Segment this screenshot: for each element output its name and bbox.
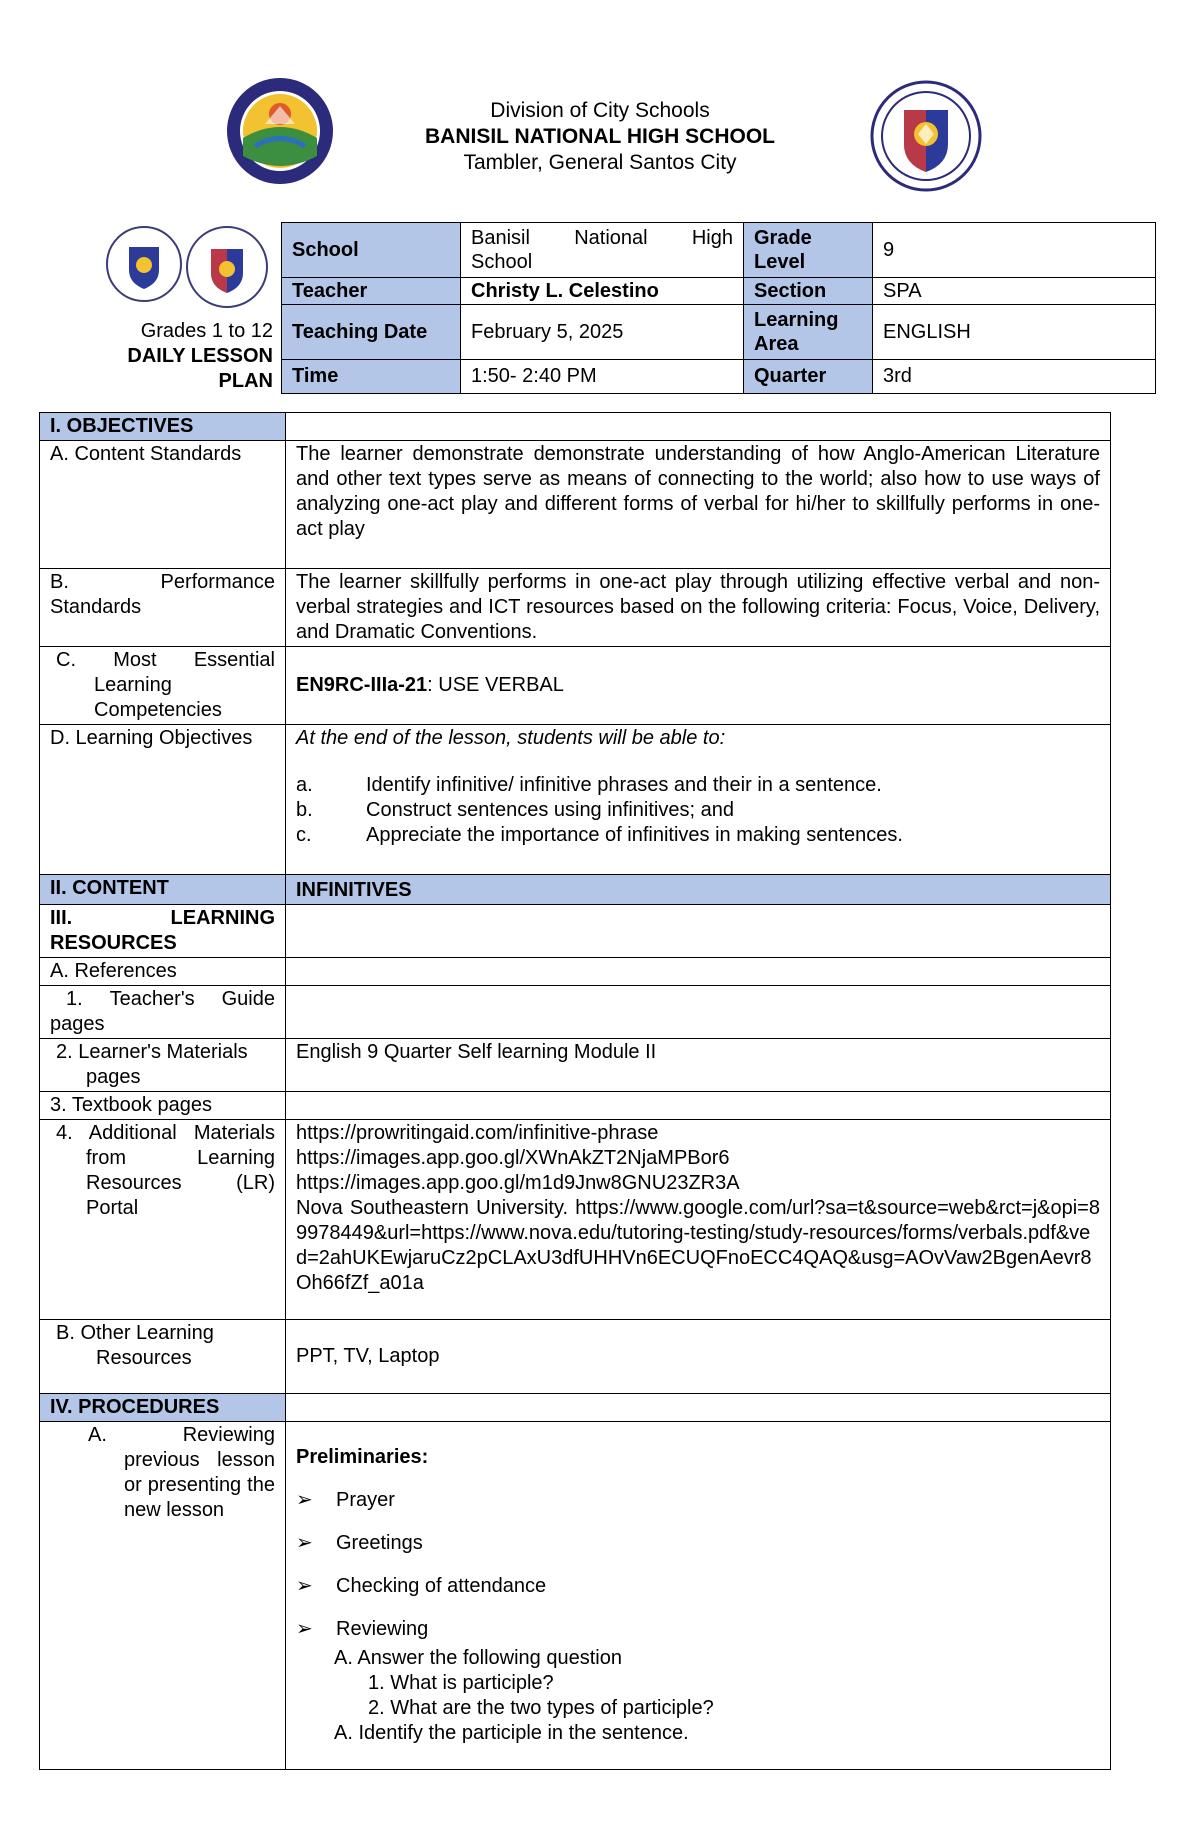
learning-objectives-intro: At the end of the lesson, students will be able to: (296, 727, 726, 749)
learning-area-value: ENGLISH (873, 304, 1156, 359)
melc-label: C. Most Essential Learning Competencies (40, 647, 286, 725)
review-question: 1. What is participle? (368, 1672, 554, 1694)
quarter-value: 3rd (873, 359, 1156, 393)
division-text: Division of City Schools (490, 99, 710, 122)
review-row (40, 1422, 1111, 1770)
review-question: 2. What are the two types of participle? (368, 1697, 714, 1719)
learning-area-label: Learning Area (744, 304, 873, 359)
small-logos (91, 223, 273, 309)
school-address: Tambler, General Santos City (463, 151, 737, 174)
review-cell (286, 1422, 1111, 1770)
deped-seal-icon (870, 80, 982, 192)
other-resources-label: B. Other Learning Resources (40, 1320, 286, 1394)
review-subitem: A. Identify the participle in the sentence. (334, 1722, 689, 1744)
preliminaries-list (296, 1488, 1100, 1642)
content-standards-row (40, 441, 1111, 569)
learning-objectives-list (296, 773, 1100, 848)
arrow-bullet-icon: ➢ (296, 1575, 313, 1597)
arrow-bullet-icon: ➢ (296, 1532, 313, 1554)
performance-standards-row (40, 569, 1111, 647)
content-standards-label: A. Content Standards (40, 441, 286, 569)
procedures-heading: IV. PROCEDURES (40, 1394, 286, 1422)
review-label: A. Reviewing previous lesson or presenting the new lesson (40, 1422, 286, 1770)
learning-resources-heading: III. LEARNING RESOURCES (40, 905, 286, 958)
preliminaries-heading: Preliminaries: (296, 1446, 429, 1468)
objectives-header-row (40, 413, 1111, 441)
learning-objectives-cell (286, 725, 1111, 875)
melc-text: EN9RC-IIIa-21: USE VERBAL (286, 647, 1111, 725)
dlp-title-line1: DAILY LESSON (127, 344, 273, 367)
link-text[interactable]: https://images.app.goo.gl/XWnAkZT2NjaMPBor6 (296, 1147, 730, 1169)
learning-resources-row (40, 905, 1111, 958)
school-seal-icon (225, 76, 335, 186)
list-item: ➢ Checking of attendance (296, 1575, 547, 1597)
lesson-plan-table (39, 412, 1111, 1770)
textbook-label: 3. Textbook pages (40, 1092, 286, 1120)
teaching-date-value: February 5, 2025 (461, 304, 744, 359)
learning-objectives-row (40, 725, 1111, 875)
deped-small-seal-icon (105, 225, 183, 303)
additional-materials-label: 4. Additional Materials from Learning Resources (LR) Portal (40, 1120, 286, 1320)
document-header (0, 70, 1200, 200)
list-item: b. Construct sentences using infinitives; and (296, 799, 734, 821)
school-label: School (282, 223, 461, 278)
info-logo-cell (83, 223, 282, 394)
school-small-seal-icon (185, 225, 269, 309)
time-label: Time (282, 359, 461, 393)
learners-materials-value: English 9 Quarter Self learning Module II (286, 1039, 1111, 1092)
quarter-label: Quarter (744, 359, 873, 393)
references-label: A. References (40, 958, 286, 986)
section-label: Section (744, 278, 873, 305)
content-value: INFINITIVES (286, 875, 1111, 905)
review-subitem: A. Answer the following question (334, 1647, 622, 1669)
learners-materials-label: 2. Learner's Materials pages (40, 1039, 286, 1092)
content-heading: II. CONTENT (40, 875, 286, 905)
dlp-title-line2: PLAN (218, 369, 273, 392)
link-text[interactable]: https://images.app.goo.gl/m1d9Jnw8GNU23ZR3A (296, 1172, 740, 1194)
objectives-heading: I. OBJECTIVES (40, 413, 286, 441)
grade-level-value: 9 (873, 223, 1156, 278)
arrow-bullet-icon: ➢ (296, 1489, 313, 1511)
list-item: ➢ Reviewing (296, 1618, 429, 1640)
link-text[interactable]: https://prowritingaid.com/infinitive-phrase (296, 1122, 659, 1144)
teacher-value: Christy L. Celestino (461, 278, 744, 305)
section-value: SPA (873, 278, 1156, 305)
performance-standards-text: The learner skillfully performs in one-act play through utilizing effective verbal and non-verbal strategies and ICT resources based on the following criteria: Focus, Voice, Delivery, and Dramatic Conventions. (286, 569, 1111, 647)
school-name: BANISIL NATIONAL HIGH SCHOOL (424, 125, 775, 148)
melc-row (40, 647, 1111, 725)
teachers-guide-row (40, 986, 1111, 1039)
additional-materials-links (286, 1120, 1111, 1320)
references-row (40, 958, 1111, 986)
content-standards-text: The learner demonstrate demonstrate understanding of how Anglo-American Literature and other text types serve as means of connecting to the world; also how to use ways of analyzing one-act play and different forms of verbal for hi/her to skillfully performs in one-act play (286, 441, 1111, 569)
school-heading (370, 98, 830, 176)
content-row (40, 875, 1111, 905)
textbook-row (40, 1092, 1111, 1120)
other-resources-value: PPT, TV, Laptop (286, 1320, 1111, 1394)
grade-level-label: Grade Level (744, 223, 873, 278)
school-value: Banisil National High School (461, 223, 744, 278)
list-item: c. Appreciate the importance of infinitives in making sentences. (296, 824, 903, 846)
grades-text: Grades 1 to 12 (140, 319, 273, 342)
procedures-header-row (40, 1394, 1111, 1422)
list-item: a. Identify infinitive/ infinitive phrases and their in a sentence. (296, 774, 882, 796)
performance-standards-label: B. Performance Standards (40, 569, 286, 647)
time-value: 1:50- 2:40 PM (461, 359, 744, 393)
link-text[interactable]: Nova Southeastern University. https://www.google.com/url?sa=t&source=web&rct=j&opi=89978449&url=https://www.nova.edu/tutoring-testing/study-resources/forms/verbals.pdf&ved=2ahUKEwjaruCz2pCLAxU3dfUHHVn6ECUQFnoECC4QAQ&usg=AOvVaw2BgenAevr8Oh66fZf_a01a (296, 1197, 1100, 1294)
additional-materials-row (40, 1120, 1111, 1320)
teaching-date-label: Teaching Date (282, 304, 461, 359)
teacher-label: Teacher (282, 278, 461, 305)
list-item: ➢ Greetings (296, 1532, 423, 1554)
learning-objectives-label: D. Learning Objectives (40, 725, 286, 875)
arrow-bullet-icon: ➢ (296, 1618, 313, 1640)
list-item: ➢ Prayer (296, 1489, 395, 1511)
learners-materials-row (40, 1039, 1111, 1092)
other-resources-row (40, 1320, 1111, 1394)
lesson-info-table (83, 222, 1156, 394)
teachers-guide-label: 1. Teacher's Guide pages (40, 986, 286, 1039)
